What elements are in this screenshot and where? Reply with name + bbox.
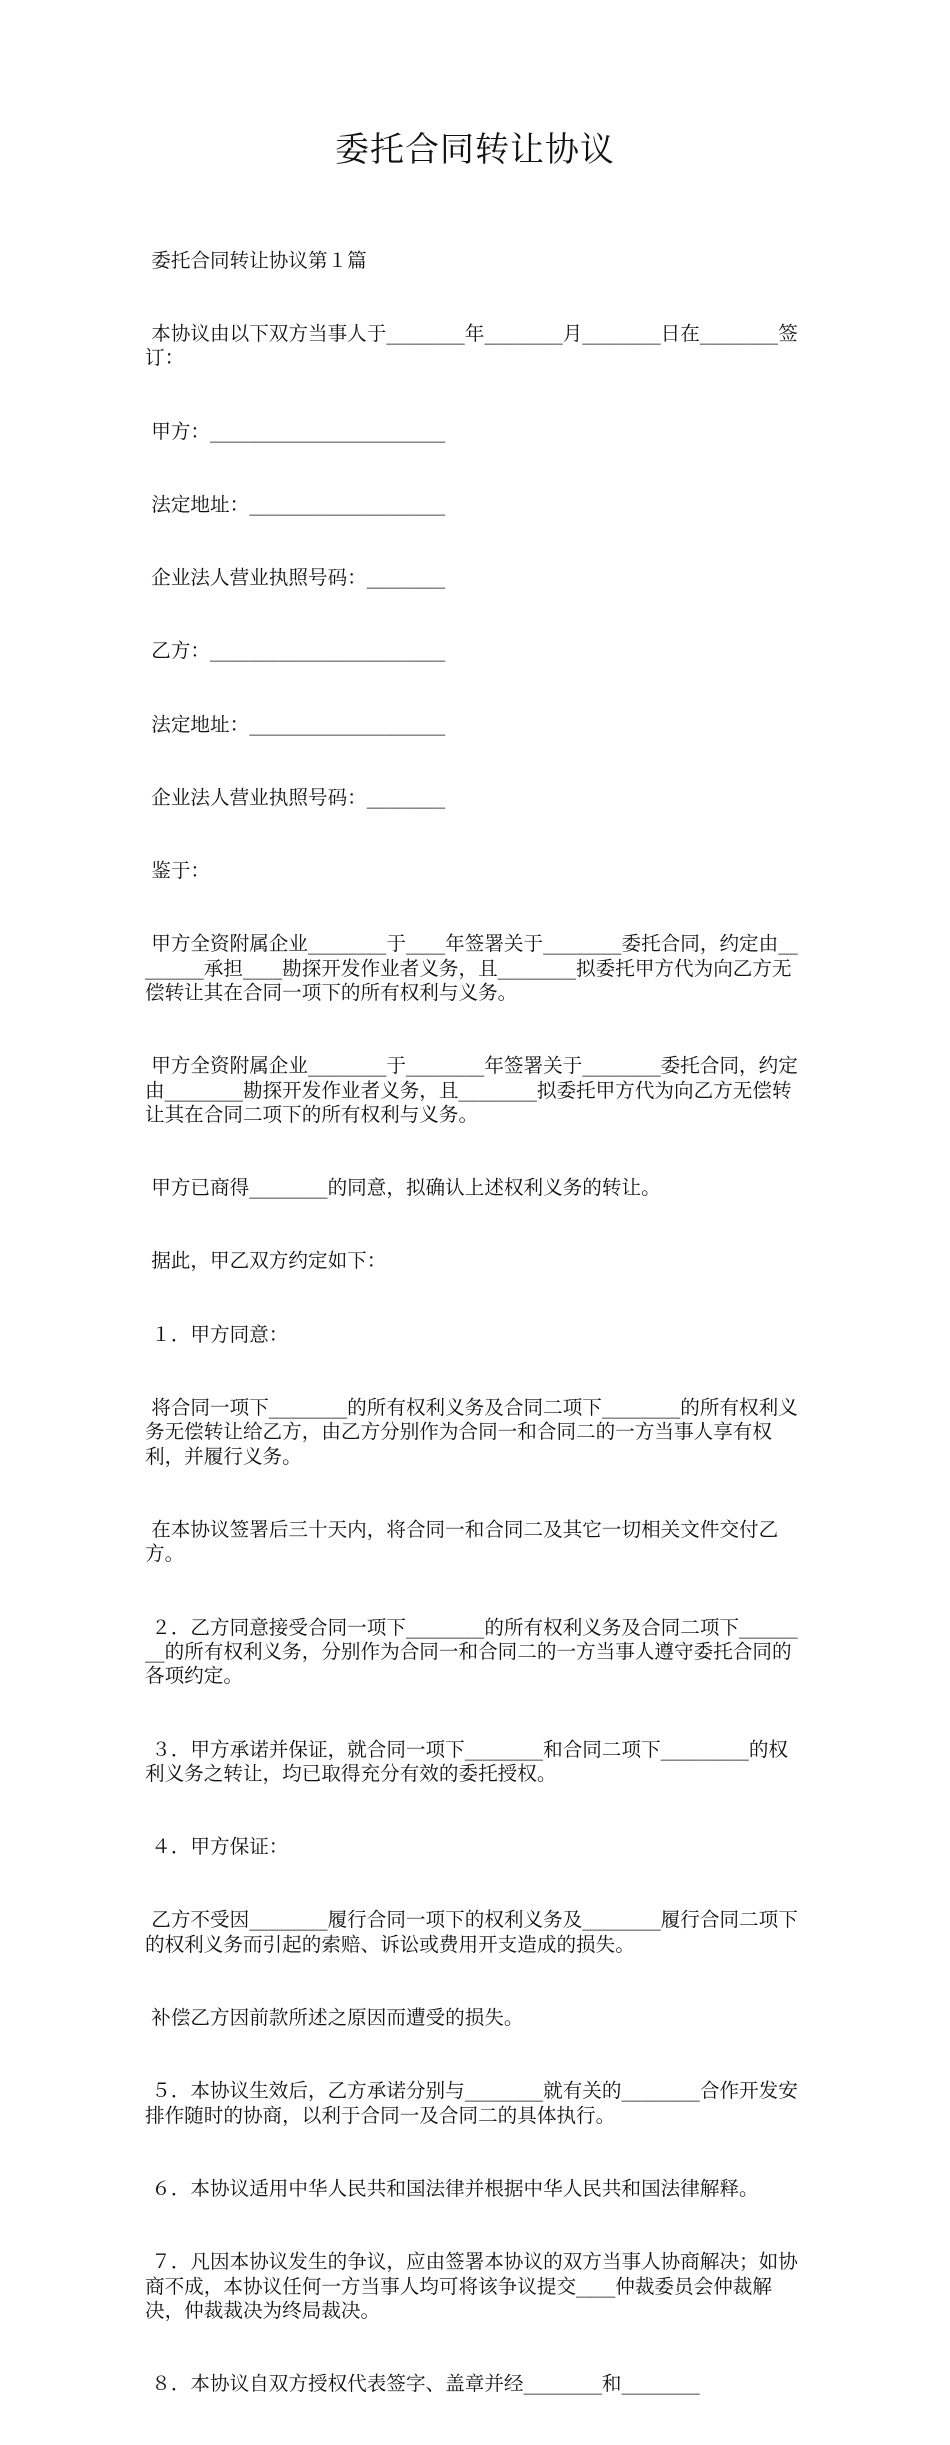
party-b-address-field: 法定地址：____________________ — [145, 712, 446, 736]
clause-3: ３．甲方承诺并保证，就合同一项下________和合同二项下_________的权利义务之转让，均已取得充分有效的委托授权。 — [145, 1737, 789, 1785]
clause-4-paragraph-2: 补偿乙方因前款所述之原因而遭受的损失。 — [145, 2006, 524, 2030]
clause-6: ６．本协议适用中华人民共和国法律并根据中华人民共和国法律解释。 — [145, 2176, 759, 2200]
recital-consent: 甲方已商得________的同意，拟确认上述权利义务的转让。 — [145, 1176, 661, 1200]
party-b-field: 乙方：________________________ — [145, 639, 446, 663]
party-a-license-field: 企业法人营业执照号码：________ — [145, 566, 446, 590]
clause-4-heading: ４．甲方保证： — [145, 1835, 289, 1859]
clause-7: ７．凡因本协议发生的争议，应由签署本协议的双方当事人协商解决；如协商不成，本协议任何一方当事人均可将该争议提交____仲裁委员会仲裁解决，仲裁裁决为终局裁决。 — [145, 2250, 798, 2322]
party-a-field: 甲方：________________________ — [145, 419, 446, 443]
clause-5: ５．本协议生效后，乙方承诺分别与________就有关的________合作开发安排作随时的协商，以利于合同一及合同二的具体执行。 — [145, 2079, 798, 2127]
clause-1-paragraph-2: 在本协议签署后三十天内，将合同一和合同二及其它一切相关文件交付乙方。 — [145, 1517, 779, 1566]
clause-8: ８．本协议自双方授权代表签字、盖章并经________和________ — [145, 2372, 700, 2396]
clause-1-heading: １．甲方同意： — [145, 1322, 289, 1346]
document-title: 委托合同转让协议 — [335, 130, 615, 170]
recital-contract-one: 甲方全资附属企业________于____年签署关于________委托合同，约定由________承担____勘探开发作业者义务，且________拟委托甲方代为向乙方无偿转让其在合同一项下的所有权利与义务。 — [145, 932, 798, 1004]
party-b-license-field: 企业法人营业执照号码：________ — [145, 785, 446, 809]
signing-date-line: 本协议由以下双方当事人于________年________月________日在________签订： — [145, 322, 798, 370]
section-heading: 委托合同转让协议第１篇 — [145, 248, 367, 272]
whereas-heading: 鉴于： — [145, 858, 211, 882]
clause-2: ２．乙方同意接受合同一项下________的所有权利义务及合同二项下________的所有权利义务，分别作为合同一和合同二的一方当事人遵守委托合同的各项约定。 — [145, 1615, 798, 1688]
party-a-address-field: 法定地址：____________________ — [145, 492, 446, 516]
clause-1-paragraph-1: 将合同一项下________的所有权利义务及合同二项下________的所有权利义务无偿转让给乙方，由乙方分别作为合同一和合同二的一方当事人享有权利，并履行义务。 — [145, 1395, 798, 1468]
agreement-intro: 据此，甲乙双方约定如下： — [145, 1249, 387, 1273]
clause-4-paragraph-1: 乙方不受因________履行合同一项下的权利义务及________履行合同二项下的权利义务而引起的索赔、诉讼或费用开支造成的损失。 — [145, 1908, 798, 1956]
recital-contract-two: 甲方全资附属企业________于________年签署关于________委托合同，约定由________勘探开发作业者义务，且________拟委托甲方代为向乙方无偿转让其在合同二项下的所有权利与义务。 — [145, 1054, 798, 1127]
document-body — [145, 200, 807, 2445]
